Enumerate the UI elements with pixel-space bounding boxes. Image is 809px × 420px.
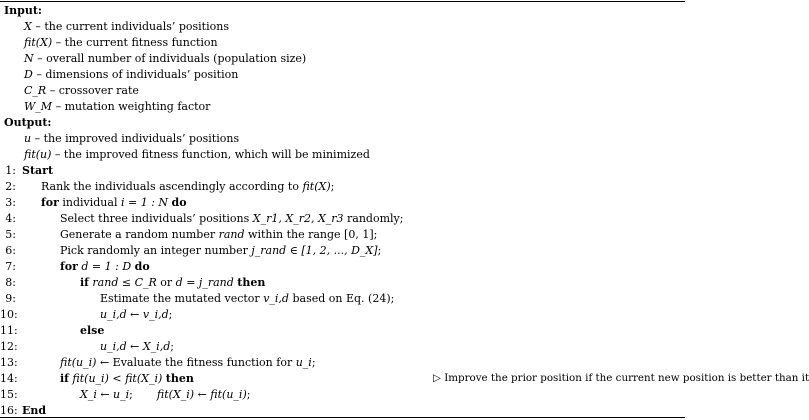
input-item: C_R – crossover rate (24, 84, 139, 97)
output-header: Output: (4, 116, 52, 129)
input-item: fit(X) – the current fitness function (24, 36, 218, 49)
input-item: W_M – mutation weighting factor (24, 100, 211, 113)
top-rule (0, 1, 685, 2)
input-item: D – dimensions of individuals’ position (24, 68, 239, 81)
bottom-rule (0, 417, 685, 418)
output-item: fit(u) – the improved fitness function, which will be minimized (24, 148, 370, 161)
step-14-comment: ▷ Improve the prior position if the current new position is better than it (433, 372, 809, 384)
input-item: X – the current individuals’ positions (24, 20, 229, 33)
output-item: u – the improved individuals’ positions (24, 132, 240, 145)
input-item: N – overall number of individuals (population size) (24, 52, 307, 65)
input-header: Input: (4, 4, 42, 17)
